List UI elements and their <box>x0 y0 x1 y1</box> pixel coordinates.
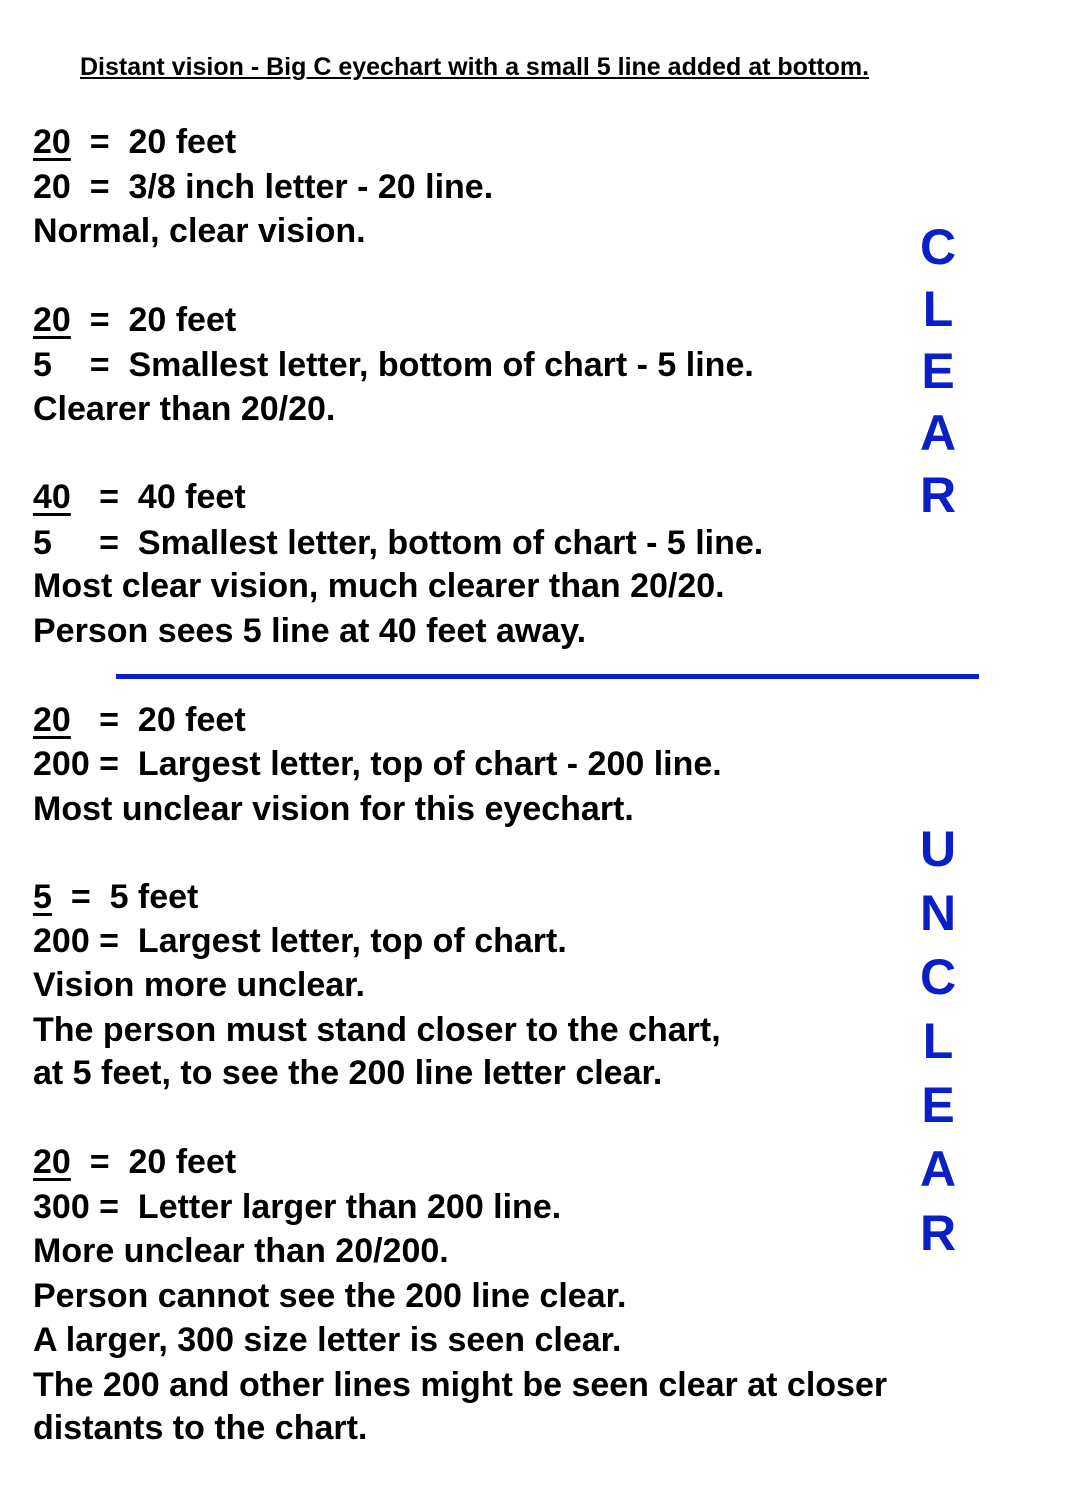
line-text: = Largest letter, top of chart. <box>89 922 567 960</box>
line-text: = Smallest letter, bottom of chart - 5 line. <box>51 524 764 562</box>
description-line: A larger, 300 size letter is seen clear. <box>33 1321 622 1359</box>
line-text: = 3/8 inch letter - 20 line. <box>70 168 494 206</box>
page-title: Distant vision - Big C eyechart with a small 5 line added at bottom. <box>80 53 870 81</box>
numerator: 20 <box>33 123 71 161</box>
denominator: 300 <box>33 1188 90 1226</box>
line-text: = Letter larger than 200 line. <box>89 1188 562 1226</box>
fraction-denominator-line <box>33 167 493 207</box>
numerator: 40 <box>33 478 71 516</box>
fraction-denominator-line <box>33 1187 561 1227</box>
description-line: Most clear vision, much clearer than 20/20. <box>33 567 725 605</box>
fraction-denominator-line <box>33 345 754 385</box>
description-line: The 200 and other lines might be seen clear at closer <box>33 1366 888 1404</box>
description-line: Clearer than 20/20. <box>33 390 336 428</box>
fraction-denominator-line <box>33 744 722 784</box>
vertical-letter: U <box>919 821 957 877</box>
line-text: = 20 feet <box>70 1143 237 1181</box>
description-line: Person cannot see the 200 line clear. <box>33 1277 627 1315</box>
numerator: 5 <box>33 878 52 916</box>
vertical-letter: A <box>919 1141 957 1197</box>
vertical-letter: A <box>919 405 957 461</box>
description-line: Person sees 5 line at 40 feet away. <box>33 612 587 650</box>
fraction-numerator-line <box>33 1142 236 1182</box>
line-text: = 20 feet <box>70 301 237 339</box>
vertical-letter: C <box>919 949 957 1005</box>
denominator: 20 <box>33 168 71 206</box>
fraction-numerator-line <box>33 877 198 917</box>
denominator: 200 <box>33 745 90 783</box>
fraction-numerator-line <box>33 122 236 162</box>
vertical-letter: L <box>922 1013 954 1069</box>
line-text: = 40 feet <box>70 478 246 516</box>
vertical-letter: N <box>919 885 957 941</box>
vertical-word-clear <box>918 216 958 526</box>
description-line: distants to the chart. <box>33 1409 368 1447</box>
numerator: 20 <box>33 301 71 339</box>
description-line: at 5 feet, to see the 200 line letter clear. <box>33 1054 663 1092</box>
fraction-numerator-line <box>33 700 246 740</box>
denominator: 5 <box>33 346 52 384</box>
description-line: Most unclear vision for this eyechart. <box>33 790 634 828</box>
line-text: = 20 feet <box>70 701 246 739</box>
description-line: The person must stand closer to the chart, <box>33 1011 721 1049</box>
denominator: 5 <box>33 524 52 562</box>
fraction-denominator-line <box>33 523 763 563</box>
vertical-word-unclear <box>918 817 958 1265</box>
description-line: Normal, clear vision. <box>33 212 366 250</box>
vertical-letter: R <box>919 1205 957 1261</box>
description-line: Vision more unclear. <box>33 966 365 1004</box>
line-text: = 20 feet <box>70 123 237 161</box>
line-text: = Largest letter, top of chart - 200 line. <box>89 745 722 783</box>
numerator: 20 <box>33 1143 71 1181</box>
vertical-letter: E <box>921 343 955 399</box>
fraction-denominator-line <box>33 921 567 961</box>
fraction-numerator-line <box>33 477 246 517</box>
vertical-letter: R <box>919 467 957 523</box>
denominator: 200 <box>33 922 90 960</box>
section-divider <box>116 674 979 679</box>
numerator: 20 <box>33 701 71 739</box>
line-text: = 5 feet <box>51 878 199 916</box>
vertical-letter: C <box>919 219 957 275</box>
vertical-letter: E <box>921 1077 955 1133</box>
description-line: More unclear than 20/200. <box>33 1232 449 1270</box>
vertical-letter: L <box>922 281 954 337</box>
fraction-numerator-line <box>33 300 236 340</box>
line-text: = Smallest letter, bottom of chart - 5 line. <box>51 346 754 384</box>
